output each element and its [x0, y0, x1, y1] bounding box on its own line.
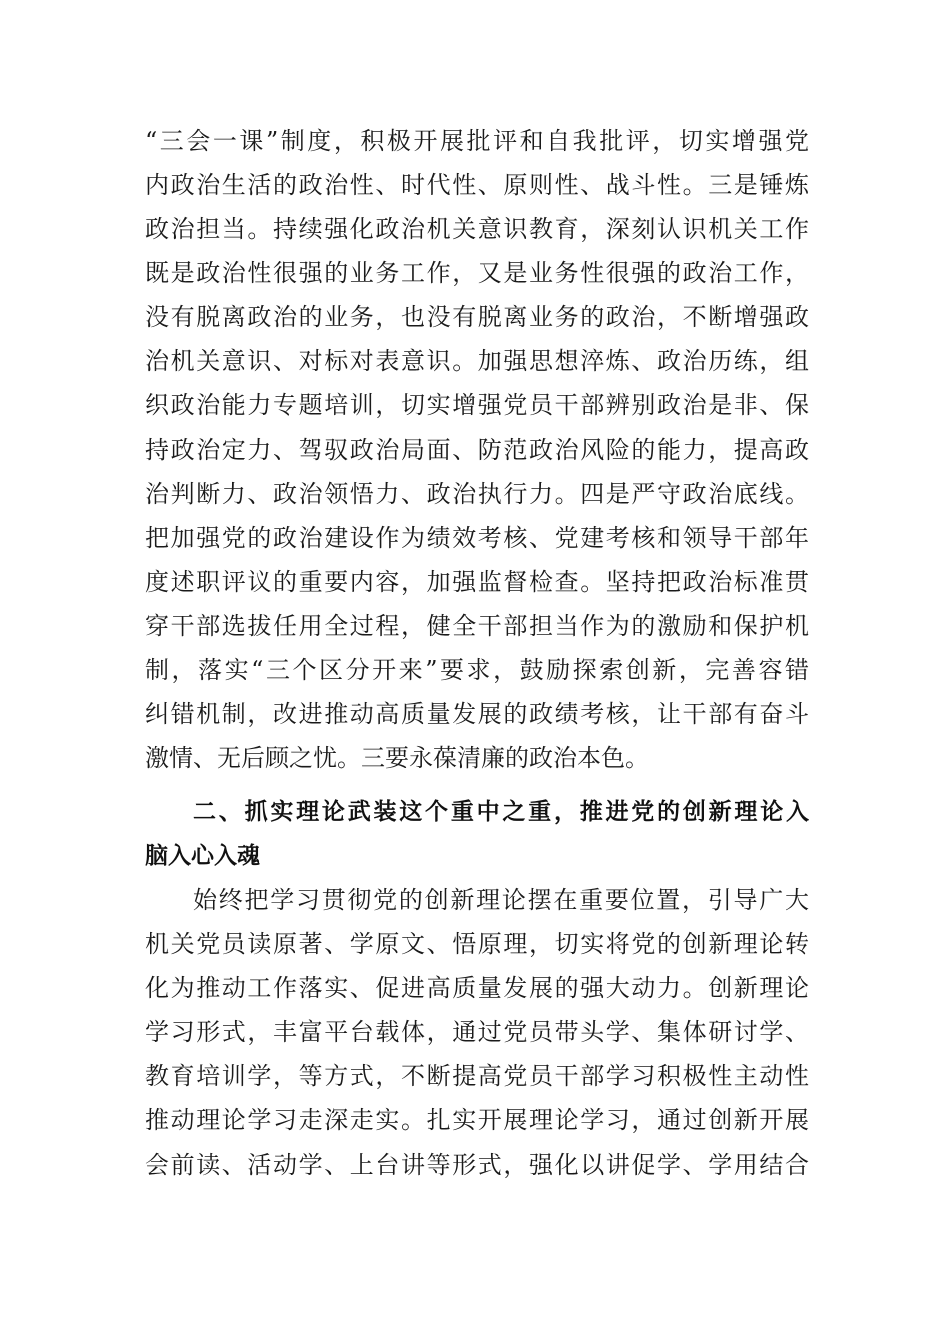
- body-text-line: 始终把学习贯彻党的创新理论摆在重要位置，引导广大: [193, 886, 809, 914]
- body-text-line: 织政治能力专题培训，切实增强党员干部辨别政治是非、保: [145, 391, 809, 419]
- body-text-line: 机关党员读原著、学原文、悟原理，切实将党的创新理论转: [145, 930, 809, 958]
- body-text-line: 穿干部选拔任用全过程，健全干部担当作为的激励和保护机: [145, 612, 809, 640]
- body-text-line: 既是政治性很强的业务工作，又是业务性很强的政治工作，: [145, 259, 809, 287]
- body-text-line: 持政治定力、驾驭政治局面、防范政治风险的能力，提高政: [145, 436, 809, 464]
- body-text-line: 政治担当。持续强化政治机关意识教育，深刻认识机关工作: [145, 215, 809, 243]
- section-heading-line: 脑入心入魂: [145, 843, 260, 869]
- body-text-line: 纠错机制，改进推动高质量发展的政绩考核，让干部有奋斗: [145, 700, 809, 728]
- body-text-line: 把加强党的政治建设作为绩效考核、党建考核和领导干部年: [145, 524, 809, 552]
- body-text-line: “三会一课”制度，积极开展批评和自我批评，切实增强党: [145, 127, 809, 155]
- body-text-line: 会前读、活动学、上台讲等形式，强化以讲促学、学用结合: [145, 1151, 809, 1179]
- body-text-line: 激情、无后顾之忧。三要永葆清廉的政治本色。: [145, 744, 649, 772]
- body-text-line: 没有脱离政治的业务，也没有脱离业务的政治，不断增强政: [145, 303, 809, 331]
- body-text-line: 制，落实“三个区分开来”要求，鼓励探索创新，完善容错: [145, 656, 809, 684]
- body-text-line: 治机关意识、对标对表意识。加强思想淬炼、政治历练，组: [145, 347, 809, 375]
- body-text-line: 度述职评议的重要内容，加强监督检查。坚持把政治标准贯: [145, 568, 809, 596]
- body-text-line: 学习形式，丰富平台载体，通过党员带头学、集体研讨学、: [145, 1018, 809, 1046]
- body-text-line: 教育培训学，等方式，不断提高党员干部学习积极性主动性: [145, 1062, 809, 1090]
- body-text-line: 治判断力、政治领悟力、政治执行力。四是严守政治底线。: [145, 480, 809, 508]
- body-text-line: 内政治生活的政治性、时代性、原则性、战斗性。三是锤炼: [145, 171, 809, 199]
- body-text-line: 推动理论学习走深走实。扎实开展理论学习，通过创新开展: [145, 1106, 809, 1134]
- body-text-line: 化为推动工作落实、促进高质量发展的强大动力。创新理论: [145, 974, 809, 1002]
- section-heading-line: 二、抓实理论武装这个重中之重，推进党的创新理论入: [193, 799, 809, 825]
